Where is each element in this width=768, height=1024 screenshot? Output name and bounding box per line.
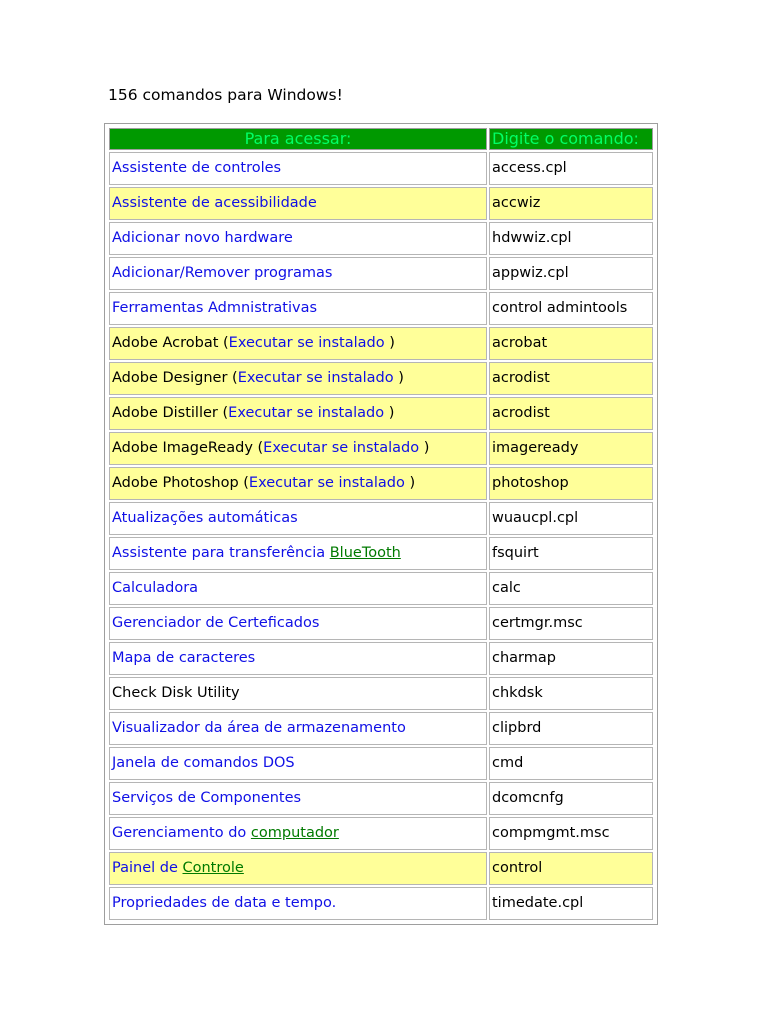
access-cell — [109, 362, 487, 395]
access-text: Serviços de Componentes — [112, 790, 302, 806]
table-row — [109, 362, 653, 395]
access-cell — [109, 712, 487, 745]
access-text: Adobe Designer ( — [112, 370, 238, 386]
table-row — [109, 537, 653, 570]
commands-table — [107, 126, 655, 922]
command-cell: cmd — [489, 747, 653, 780]
access-text: Visualizador da área de armazenamento — [112, 720, 406, 736]
access-text: Painel de — [112, 860, 183, 876]
access-cell — [109, 502, 487, 535]
access-text: Propriedades de data e tempo. — [112, 895, 337, 911]
command-cell: fsquirt — [489, 537, 653, 570]
access-cell — [109, 852, 487, 885]
access-cell — [109, 397, 487, 430]
table-body — [109, 152, 653, 920]
access-cell — [109, 747, 487, 780]
access-cell — [109, 817, 487, 850]
access-cell — [109, 432, 487, 465]
header-access: Para acessar: — [109, 128, 487, 150]
access-text: Assistente de controles — [112, 160, 282, 176]
inline-link[interactable]: Controle — [182, 860, 244, 876]
table-header-row — [109, 128, 653, 150]
table-row — [109, 327, 653, 360]
access-cell — [109, 292, 487, 325]
command-cell: calc — [489, 572, 653, 605]
access-text: Ferramentas Admnistrativas — [112, 300, 318, 316]
access-text: Janela de comandos DOS — [112, 755, 295, 771]
access-cell — [109, 222, 487, 255]
access-cell — [109, 537, 487, 570]
table-row — [109, 257, 653, 290]
command-cell: certmgr.msc — [489, 607, 653, 640]
table-row — [109, 432, 653, 465]
access-text: Atualizações automáticas — [112, 510, 298, 526]
access-cell — [109, 467, 487, 500]
command-cell: access.cpl — [489, 152, 653, 185]
command-cell: control admintools — [489, 292, 653, 325]
table-row — [109, 572, 653, 605]
access-text: Check Disk Utility — [112, 685, 240, 701]
access-text: ) — [393, 370, 404, 386]
access-text: Adobe ImageReady ( — [112, 440, 264, 456]
access-cell — [109, 327, 487, 360]
inline-link[interactable]: BlueTooth — [329, 545, 401, 561]
access-text: Adicionar novo hardware — [112, 230, 293, 246]
access-text: Calculadora — [112, 580, 199, 596]
access-text: Executar se instalado — [237, 370, 394, 386]
table-row — [109, 467, 653, 500]
access-text: ) — [384, 405, 395, 421]
access-cell — [109, 887, 487, 920]
access-text: Adobe Acrobat ( — [112, 335, 229, 351]
table-row — [109, 747, 653, 780]
command-cell: charmap — [489, 642, 653, 675]
inline-link[interactable]: computador — [250, 825, 339, 841]
table-row — [109, 817, 653, 850]
command-cell: acrobat — [489, 327, 653, 360]
access-text: Executar se instalado — [228, 405, 385, 421]
commands-table-container — [104, 123, 658, 925]
table-row — [109, 852, 653, 885]
command-cell: hdwwiz.cpl — [489, 222, 653, 255]
command-cell: control — [489, 852, 653, 885]
access-text: Executar se instalado — [228, 335, 385, 351]
access-cell — [109, 677, 487, 710]
access-text: Executar se instalado — [263, 440, 420, 456]
access-text: ) — [419, 440, 430, 456]
access-text: Gerenciador de Certeficados — [112, 615, 320, 631]
command-cell: wuaucpl.cpl — [489, 502, 653, 535]
command-cell: appwiz.cpl — [489, 257, 653, 290]
table-row — [109, 712, 653, 745]
access-text: ) — [384, 335, 395, 351]
table-row — [109, 887, 653, 920]
access-cell — [109, 782, 487, 815]
table-row — [109, 292, 653, 325]
command-cell: accwiz — [489, 187, 653, 220]
command-cell: photoshop — [489, 467, 653, 500]
page-title: 156 comandos para Windows! — [108, 86, 343, 104]
access-text: Mapa de caracteres — [112, 650, 256, 666]
access-cell — [109, 187, 487, 220]
access-text: Adicionar/Remover programas — [112, 265, 333, 281]
access-cell — [109, 152, 487, 185]
header-command: Digite o comando: — [489, 128, 653, 150]
command-cell: imageready — [489, 432, 653, 465]
table-row — [109, 152, 653, 185]
command-cell: dcomcnfg — [489, 782, 653, 815]
command-cell: compmgmt.msc — [489, 817, 653, 850]
access-text: Executar se instalado — [248, 475, 405, 491]
table-row — [109, 782, 653, 815]
access-text: Gerenciamento do — [112, 825, 251, 841]
table-row — [109, 607, 653, 640]
access-cell — [109, 607, 487, 640]
table-row — [109, 222, 653, 255]
table-row — [109, 187, 653, 220]
access-text: Adobe Photoshop ( — [112, 475, 249, 491]
access-cell — [109, 572, 487, 605]
command-cell: clipbrd — [489, 712, 653, 745]
table-row — [109, 677, 653, 710]
table-row — [109, 642, 653, 675]
access-cell — [109, 257, 487, 290]
command-cell: chkdsk — [489, 677, 653, 710]
command-cell: timedate.cpl — [489, 887, 653, 920]
command-cell: acrodist — [489, 397, 653, 430]
access-cell — [109, 642, 487, 675]
access-text: Adobe Distiller ( — [112, 405, 229, 421]
table-row — [109, 397, 653, 430]
access-text: Assistente de acessibilidade — [112, 195, 317, 211]
access-text: Assistente para transferência — [112, 545, 330, 561]
access-text: ) — [404, 475, 416, 491]
table-row — [109, 502, 653, 535]
command-cell: acrodist — [489, 362, 653, 395]
